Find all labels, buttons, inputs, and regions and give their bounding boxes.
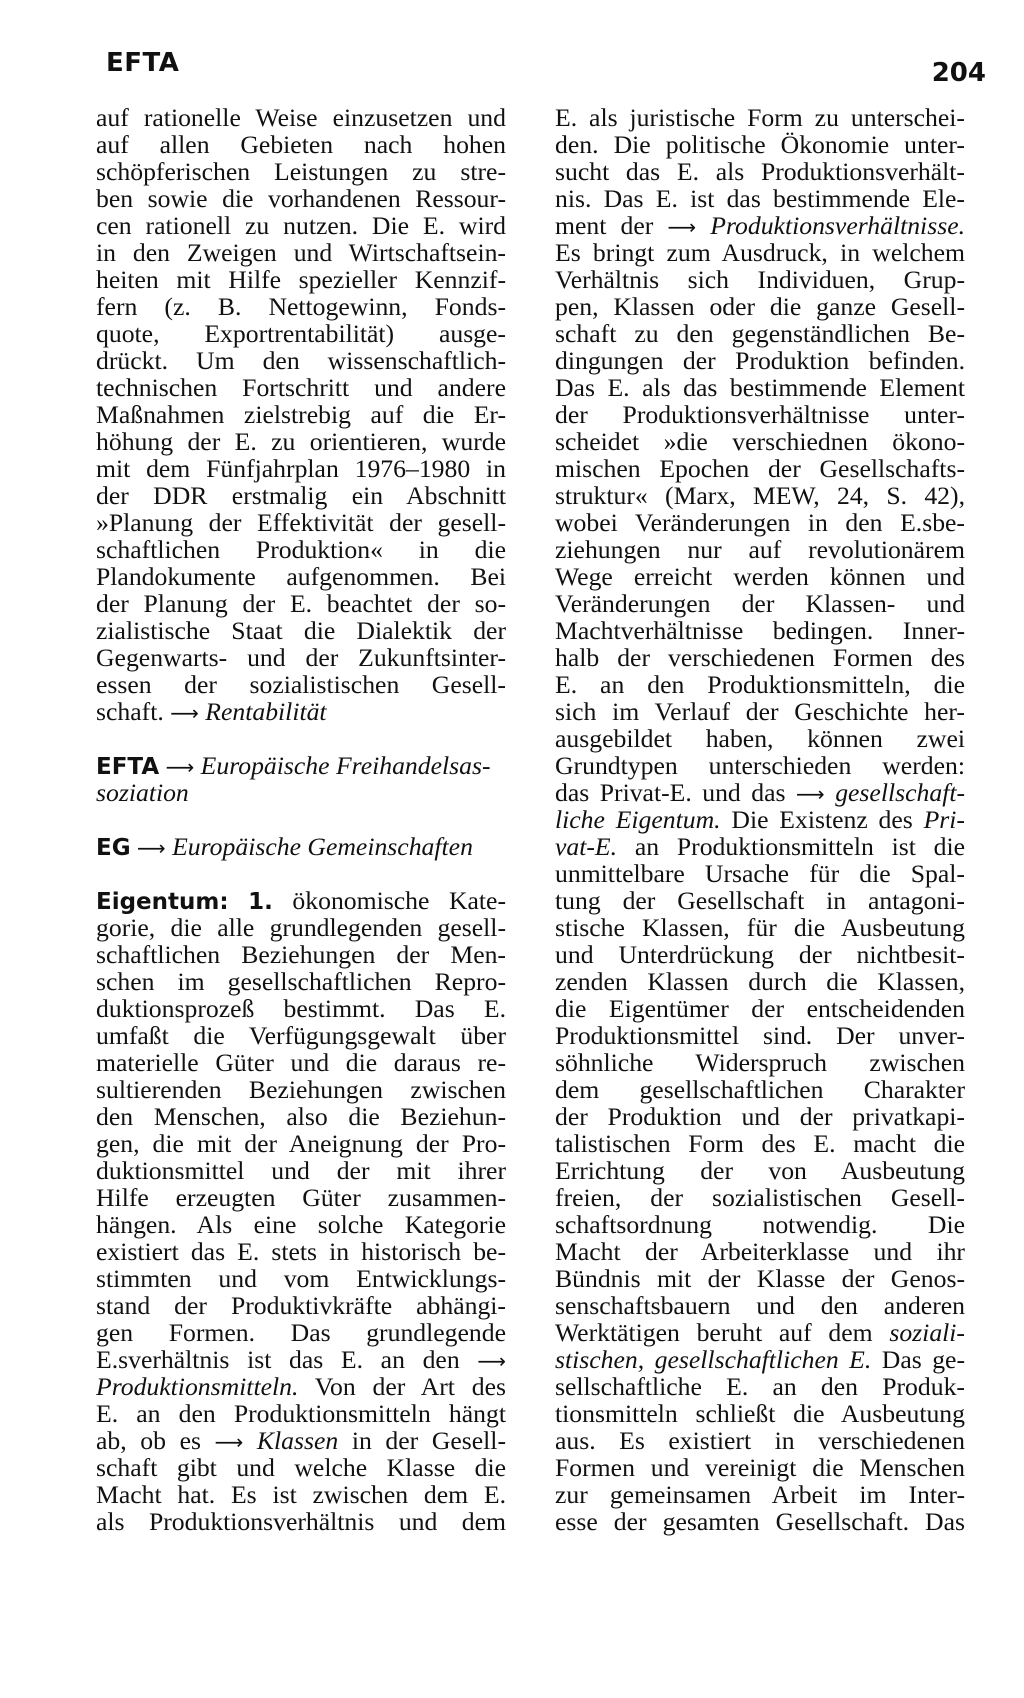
text-line: duktionsprozeß bestimmt. Das E.	[96, 994, 506, 1023]
text-line: ziehungen nur auf revolutionärem	[555, 535, 965, 564]
text-fragment: ment der	[555, 211, 654, 240]
text-line: sellschaftliche E. an den Produk-	[555, 1372, 965, 1401]
text-line: Macht hat. Es ist zwischen dem E.	[96, 1480, 506, 1509]
text-line: pen, Klassen oder die ganze Gesell-	[555, 292, 965, 321]
text-line: schen im gesellschaftlichen Repro-	[96, 967, 506, 996]
text-line: freien, der sozialistischen Gesell-	[555, 1183, 965, 1212]
right-column	[555, 104, 965, 1535]
text-line: esse der gesamten Gesellschaft. Das	[555, 1507, 965, 1536]
emphasis-term: stischen, gesellschaftlichen E.	[555, 1345, 872, 1374]
text-line: der DDR erstmalig ein Abschnitt	[96, 481, 506, 510]
text-fragment: Die Existenz des	[731, 805, 913, 834]
text-line: den Menschen, also die Beziehun-	[96, 1102, 506, 1131]
text-line: dingungen der Produktion befinden.	[555, 346, 965, 375]
arrow-icon: ⟶	[165, 755, 195, 779]
text-fragment: in der Gesell-	[351, 1426, 506, 1455]
sense-number: 1.	[248, 889, 273, 915]
text-line: zialistische Staat die Dialektik der	[96, 616, 506, 645]
text-line: materielle Güter und die daraus re-	[96, 1048, 506, 1077]
text-line: stische Klassen, für die Ausbeutung	[555, 913, 965, 942]
text-line: höhung der E. zu orientieren, wurde	[96, 427, 506, 456]
text-line: in den Zweigen und Wirtschaftsein-	[96, 238, 506, 267]
text-line: talistischen Form des E. macht die	[555, 1129, 965, 1158]
cross-reference-link[interactable]: Produktionsmitteln.	[96, 1372, 299, 1401]
text-line: mischen Epochen der Gesellschafts-	[555, 454, 965, 483]
text-line: der Planung der E. beachtet der so-	[96, 589, 506, 618]
text-fragment: ökonomische Kate-	[292, 886, 506, 915]
text-line: cen rationell zu nutzen. Die E. wird	[96, 211, 506, 240]
text-line: sucht das E. als Produktionsverhält-	[555, 157, 965, 186]
text-fragment: Das ge-	[881, 1345, 966, 1374]
text-line: heiten mit Hilfe spezieller Kennzif-	[96, 265, 506, 294]
arrow-icon: ⟶	[214, 1430, 244, 1454]
text-line	[555, 212, 965, 239]
entry-headword-line	[96, 833, 506, 860]
text-line: söhnliche Widerspruch zwischen	[555, 1048, 965, 1077]
text-line: technischen Fortschritt und andere	[96, 373, 506, 402]
text-line: der Produktionsverhältnisse unter-	[555, 400, 965, 429]
text-line	[555, 833, 965, 860]
text-line: struktur« (Marx, MEW, 24, S. 42),	[555, 481, 965, 510]
text-line: Maßnahmen zielstrebig auf die Er-	[96, 400, 506, 429]
arrow-icon: ⟶	[477, 1349, 507, 1373]
text-line: stand der Produktivkräfte abhängi-	[96, 1291, 506, 1320]
cross-reference-link[interactable]: Europäische Gemeinschaften	[172, 832, 473, 861]
text-line: drückt. Um den wissenschaftlich-	[96, 346, 506, 375]
entry-gap	[96, 806, 506, 833]
cross-reference-link[interactable]: Rentabilität	[205, 697, 327, 726]
text-line: Errichtung der von Ausbeutung	[555, 1156, 965, 1185]
text-line: Hilfe erzeugten Güter zusammen-	[96, 1183, 506, 1212]
text-fragment: schaft.	[96, 697, 164, 726]
cross-reference-link[interactable]: Klassen	[256, 1426, 339, 1455]
text-line: Formen und vereinigt die Menschen	[555, 1453, 965, 1482]
emphasis-term: soziali-	[889, 1318, 965, 1347]
text-line: gen Formen. Das grundlegende	[96, 1318, 506, 1347]
cross-reference-link[interactable]: Europäische Freihandelsas-	[200, 751, 491, 780]
text-line: sultierenden Beziehungen zwischen	[96, 1075, 506, 1104]
text-line: ausgebildet haben, können zwei	[555, 724, 965, 753]
text-line: halb der verschiedenen Formen des	[555, 643, 965, 672]
text-line: als Produktionsverhältnis und dem	[96, 1507, 506, 1536]
entry-headword-line	[96, 752, 506, 779]
text-line: zur gemeinsamen Arbeit im Inter-	[555, 1480, 965, 1509]
text-line: essen der sozialistischen Gesell-	[96, 670, 506, 699]
text-line: Das E. als das bestimmende Element	[555, 373, 965, 402]
text-line: mit dem Fünfjahrplan 1976–1980 in	[96, 454, 506, 483]
text-line	[96, 1427, 506, 1454]
text-line: E. als juristische Form zu unterschei-	[555, 103, 965, 132]
arrow-icon: ⟶	[137, 836, 166, 860]
cross-reference-link[interactable]: liche Eigentum.	[555, 805, 721, 834]
text-line: Macht der Arbeiterklasse und ihr	[555, 1237, 965, 1266]
left-column	[96, 104, 506, 1535]
text-line: schöpferischen Leistungen zu stre-	[96, 157, 506, 186]
text-line: Produktionsmittel sind. Der unver-	[555, 1021, 965, 1050]
text-line: zenden Klassen durch die Klassen,	[555, 967, 965, 996]
text-line: schaft zu den gegenständlichen Be-	[555, 319, 965, 348]
cross-reference-link[interactable]: soziation	[96, 778, 189, 807]
text-line: dem gesellschaftlichen Charakter	[555, 1075, 965, 1104]
text-line: ben sowie die vorhandenen Ressour-	[96, 184, 506, 213]
text-fragment: E.sverhältnis ist das E. an den	[96, 1345, 460, 1374]
text-line	[555, 806, 965, 833]
text-line: Es bringt zum Ausdruck, in welchem	[555, 238, 965, 267]
text-line: schaft gibt und welche Klasse die	[96, 1453, 506, 1482]
running-head: EFTA	[106, 48, 180, 78]
text-line: senschaftsbauern und den anderen	[555, 1291, 965, 1320]
text-line	[96, 698, 506, 725]
text-line: tung der Gesellschaft in antagoni-	[555, 886, 965, 915]
text-line: schaftlichen Produktion« in die	[96, 535, 506, 564]
text-line: »Planung der Effektivität der gesell-	[96, 508, 506, 537]
text-line: wobei Veränderungen in den E.sbe-	[555, 508, 965, 537]
entry-headword: EG	[96, 835, 131, 861]
text-line	[96, 779, 506, 806]
text-line: sich im Verlauf der Geschichte her-	[555, 697, 965, 726]
text-line: den. Die politische Ökonomie unter-	[555, 130, 965, 159]
text-line: stimmten und vom Entwicklungs-	[96, 1264, 506, 1293]
emphasis-term: vat-E.	[555, 832, 618, 861]
arrow-icon: ⟶	[667, 215, 697, 239]
text-line: Plandokumente aufgenommen. Bei	[96, 562, 506, 591]
text-line: Machtverhältnisse bedingen. Inner-	[555, 616, 965, 645]
text-line: Verhältnis sich Individuen, Grup-	[555, 265, 965, 294]
text-fragment: ab, ob es	[96, 1426, 201, 1455]
arrow-icon: ⟶	[170, 701, 199, 725]
text-fragment: an Produktionsmitteln ist die	[634, 832, 966, 861]
text-line: gen, die mit der Aneignung der Pro-	[96, 1129, 506, 1158]
text-line: Gegenwarts- und der Zukunftsinter-	[96, 643, 506, 672]
cross-reference-link[interactable]: gesellschaft-	[835, 778, 966, 807]
text-line: der Produktion und der privatkapi-	[555, 1102, 965, 1131]
text-line: schaftlichen Beziehungen der Men-	[96, 940, 506, 969]
text-line: scheidet »die verschiednen ökono-	[555, 427, 965, 456]
emphasis-term: Pri-	[923, 805, 965, 834]
text-fragment: das Privat-E. und das	[555, 778, 786, 807]
entry-headword: Eigentum:	[96, 889, 229, 915]
entry-gap	[96, 725, 506, 752]
text-line: nis. Das E. ist das bestimmende Ele-	[555, 184, 965, 213]
page-number: 204	[931, 58, 986, 88]
text-line: hängen. Als eine solche Kategorie	[96, 1210, 506, 1239]
text-line: schaftsordnung notwendig. Die	[555, 1210, 965, 1239]
text-line: Veränderungen der Klassen- und	[555, 589, 965, 618]
text-line: auf rationelle Weise einzusetzen und	[96, 103, 506, 132]
text-line: fern (z. B. Nettogewinn, Fonds-	[96, 292, 506, 321]
text-line: E. an den Produktionsmitteln hängt	[96, 1399, 506, 1428]
text-line: E. an den Produktionsmitteln, die	[555, 670, 965, 699]
text-line: quote, Exportrentabilität) ausge-	[96, 319, 506, 348]
text-fragment: Werktätigen beruht auf dem	[555, 1318, 873, 1347]
text-line: und Unterdrückung der nichtbesit-	[555, 940, 965, 969]
text-line: Bündnis mit der Klasse der Genos-	[555, 1264, 965, 1293]
text-fragment: Von der Art des	[314, 1372, 506, 1401]
text-line: die Eigentümer der entscheidenden	[555, 994, 965, 1023]
text-line: tionsmitteln schließt die Ausbeutung	[555, 1399, 965, 1428]
text-line: existiert das E. stets in historisch be-	[96, 1237, 506, 1266]
text-line: gorie, die alle grundlegenden gesell-	[96, 913, 506, 942]
text-line: Grundtypen unterschieden werden:	[555, 751, 965, 780]
entry-gap	[96, 860, 506, 887]
text-line: auf allen Gebieten nach hohen	[96, 130, 506, 159]
text-line	[96, 1373, 506, 1400]
text-line: Wege erreicht werden können und	[555, 562, 965, 591]
text-line	[555, 779, 965, 806]
cross-reference-link[interactable]: Produktionsverhältnisse.	[710, 211, 966, 240]
page-header	[106, 48, 986, 88]
entry-headword: EFTA	[96, 754, 160, 780]
arrow-icon: ⟶	[796, 782, 825, 806]
text-line	[96, 1346, 506, 1373]
text-line: duktionsmittel und der mit ihrer	[96, 1156, 506, 1185]
text-line	[555, 1346, 965, 1373]
text-line: unmittelbare Ursache für die Spal-	[555, 859, 965, 888]
text-line: aus. Es existiert in verschiedenen	[555, 1426, 965, 1455]
text-line: umfaßt die Verfügungsgewalt über	[96, 1021, 506, 1050]
text-line	[555, 1319, 965, 1346]
entry-headword-line	[96, 887, 506, 914]
